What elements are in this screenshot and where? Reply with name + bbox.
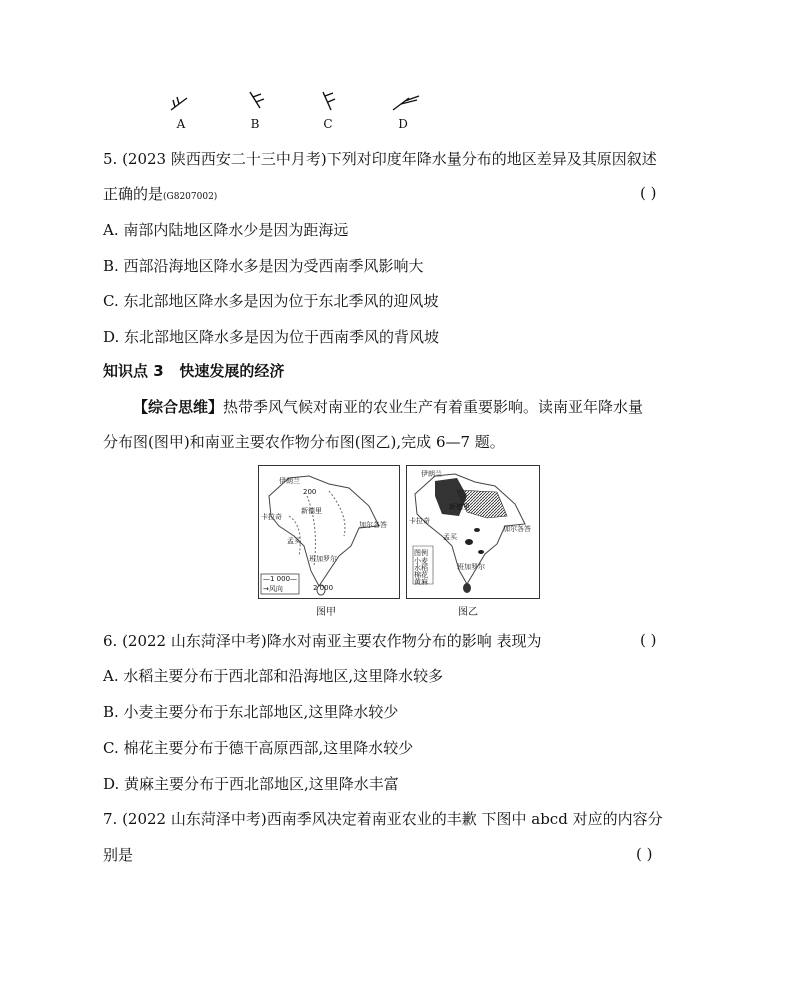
jia-label-2000: 2 000 [313,584,334,592]
yi-legend-rice: 水稻 [414,564,428,572]
yi-label-mumbai: 孟买 [443,533,457,541]
jia-label-200: 200 [303,488,317,496]
figure-jia-map [258,465,400,599]
q7-stem-line1: 7. (2022 山东菏泽中考)西南季风决定着南亚农业的丰歉 下图中 abcd 对应的内容分 [103,810,663,828]
q5-option-b: B. 西部沿海地区降水多是因为受西南季风影响大 [103,257,424,275]
wind-symbols-svg [165,88,435,118]
q6-option-d: D. 黄麻主要分布于西北部地区,这里降水丰富 [103,775,399,793]
q6-stem: 6. (2022 山东菏泽中考)降水对南亚主要农作物分布的影响 表现为 [103,632,542,650]
figure-yi-map [406,465,540,599]
jia-label-karachi: 卡拉奇 [261,513,282,521]
q6-option-b: B. 小麦主要分布于东北部地区,这里降水较少 [103,703,399,721]
yi-legend-jute: 黄麻 [414,578,428,586]
yi-label-iran: 伊朗兰 [421,470,442,478]
intro-text1: 热带季风气候对南亚的农业生产有着重要影响。读南亚年降水量 [223,398,644,416]
figure-jia-caption: 图甲 [316,607,336,618]
q7-stem-line2: 别是 [103,846,134,864]
figure-yi-caption: 图乙 [458,607,478,618]
section-heading [103,361,284,381]
jia-legend-isoline: —1 000— [263,575,298,583]
jia-label-iran: 伊朗兰 [279,477,300,485]
q6-option-a: A. 水稻主要分布于西北部和沿海地区,这里降水较多 [103,667,444,685]
wind-symbol-b-icon [250,92,264,108]
q5-stem-line2 [103,184,217,207]
intro-tag: 【综合思维】 [133,398,224,416]
jia-legend-wind: →风向 [263,585,283,593]
q6-option-c: C. 棉花主要分布于德干高原西部,这里降水较少 [103,739,414,757]
yi-label-newdelhi: 新德里 [449,503,470,511]
q5-option-c: C. 东北部地区降水多是因为位于东北季风的迎风坡 [103,292,439,310]
section-title: 快速发展的经济 [179,362,285,380]
wind-symbol-a-icon [171,97,187,110]
option-label-c: C [323,117,333,131]
section-label: 知识点 3 [103,362,164,380]
q5-answer-bracket[interactable]: ( ) [640,184,657,202]
q6-answer-bracket[interactable]: ( ) [640,631,657,649]
jia-label-kolkata: 加尔各答 [359,521,387,529]
option-label-a: A [176,117,186,131]
q5-stem-line1: 5. (2023 陕西西安二十三中月考)下列对印度年降水量分布的地区差异及其原因叙述 [103,150,657,168]
yi-label-bengaluru: 班加罗尔 [457,563,485,571]
q5-option-a: A. 南部内陆地区降水少是因为距海远 [103,221,349,239]
q7-answer-bracket[interactable]: ( ) [636,845,653,863]
yi-legend-title: 图例 [414,549,428,557]
intro-line1 [133,397,643,417]
yi-label-kolkata: 加尔各答 [503,525,531,533]
q5-stem-text: 正确的是 [103,185,164,203]
jia-label-newdelhi: 新德里 [301,507,322,515]
yi-label-karachi: 卡拉奇 [409,517,430,525]
intro-line2: 分布图(图甲)和南亚主要农作物分布图(图乙),完成 6—7 题。 [103,433,505,451]
jia-label-bengaluru: 班加罗尔 [309,555,337,563]
wind-symbol-d-icon [393,96,419,110]
q5-code: (G8207002) [163,192,218,202]
option-label-d: D [398,117,408,131]
wind-symbol-c-icon [323,92,335,110]
jia-label-mumbai: 孟买 [287,537,301,545]
option-label-b: B [250,117,260,131]
q5-option-d: D. 东北部地区降水多是因为位于西南季风的背风坡 [103,328,440,346]
yi-legend-wheat: 小麦 [414,557,428,565]
yi-legend-cotton: 棉花 [414,571,428,579]
